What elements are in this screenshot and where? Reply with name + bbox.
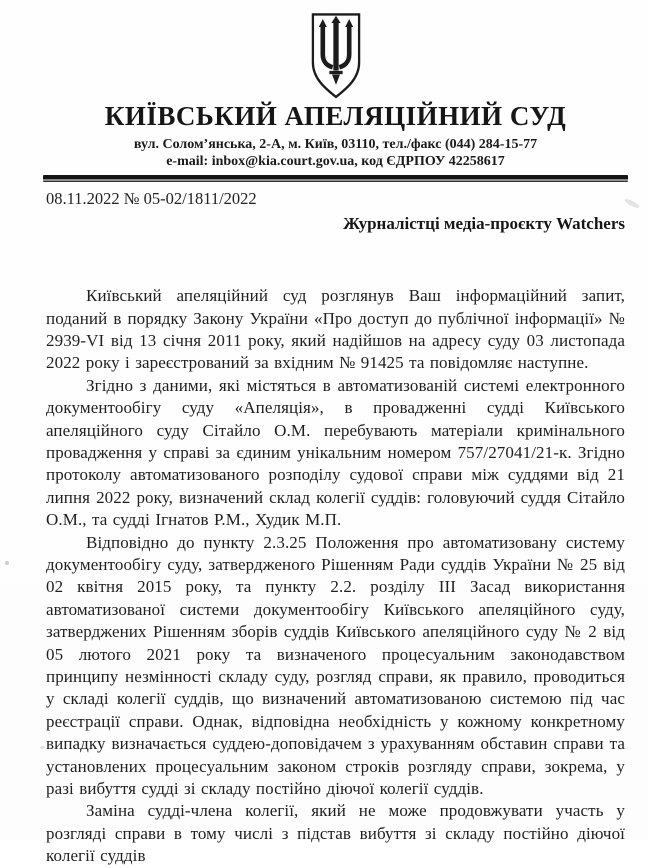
addressee-line: Журналістці медіа-проєкту Watchers <box>343 214 625 234</box>
court-email-line: e-mail: inbox@kia.court.gov.ua, код ЄДРПОУ 42258617 <box>166 153 505 169</box>
document-date-number: 08.11.2022 № 05-02/1811/2022 <box>46 189 257 209</box>
letterhead <box>46 0 625 170</box>
emblem-container <box>46 12 625 100</box>
court-name-title: КИЇВСЬКИЙ АПЕЛЯЦІЙНИЙ СУД <box>104 101 567 131</box>
body-paragraph-4: Заміна судді-члена колегії, який не може продовжувати участь у розгляді справи в тому числі з підстав вибуття зі складу постійно діючої колегії суддів <box>46 801 625 866</box>
letter-body <box>46 285 625 868</box>
scan-artifact-speck <box>624 198 640 210</box>
scan-artifact-speck <box>40 746 45 749</box>
body-paragraph-1: Київський апеляційний суд розглянув Ваш інформаційний запит, поданий в порядку Закону України «Про доступ до публічної інформації» № 2939-VI від 13 січня 2011 року, який надійшов на адресу суду 03 листопада 2022 року і зареєстрований за вхідним № 91425 та повідомляє наступне. <box>46 286 625 373</box>
body-paragraph-2: Згідно з даними, які містяться в автоматизованій системі електронного документообігу суду «Апеляція», в провадженні судді Київського апеляційного суду Сітайло О.М. перебувають матеріали кримінального провадження у справі за єдиним унікальним номером 757/27041/21-к. Згідно протоколу автоматизованого розподілу судової справи між суддями від 21 липня 2022 року, визначений склад колегії суддів: головуючий суддя Сітайло О.М., та судді Ігнатов Р.М., Худик М.П. <box>46 375 625 530</box>
body-paragraph-3: Відповідно до пункту 2.3.25 Положення про автоматизовану систему документообігу суду, затвердженого Рішенням Ради суддів України № 25 від 02 квітня 2015 року, та пункту 2.2. розділу III Засад використання автоматизованої системи документообігу Київського апеляційного суду, затверджених Рішенням зборів суддів Київського апеляційного суду № 2 від 05 лютого 2021 року та визначеного процесуальним законодавством принципу незмінності складу суду, розгляд справи, як правило, проводиться у складі колегії суддів, що визначений автоматизованою системою під час реєстрації справи. Однак, відповідна необхідність у кожному конкретному випадку визначається суддею-доповідачем з урахуванням обставин справи та установлених процесуальним законом строків розгляду справи, зокрема, у разі вибуття судді зі складу постійно діючої колегії суддів. <box>46 532 625 799</box>
scan-artifact-speck <box>5 561 9 565</box>
court-address-line: вул. Солом’янська, 2-А, м. Київ, 03110, тел./факс (044) 284-15-77 <box>133 136 538 152</box>
letterhead-separator-rule <box>43 175 628 182</box>
ukraine-trident-coat-of-arms-icon <box>303 12 369 100</box>
